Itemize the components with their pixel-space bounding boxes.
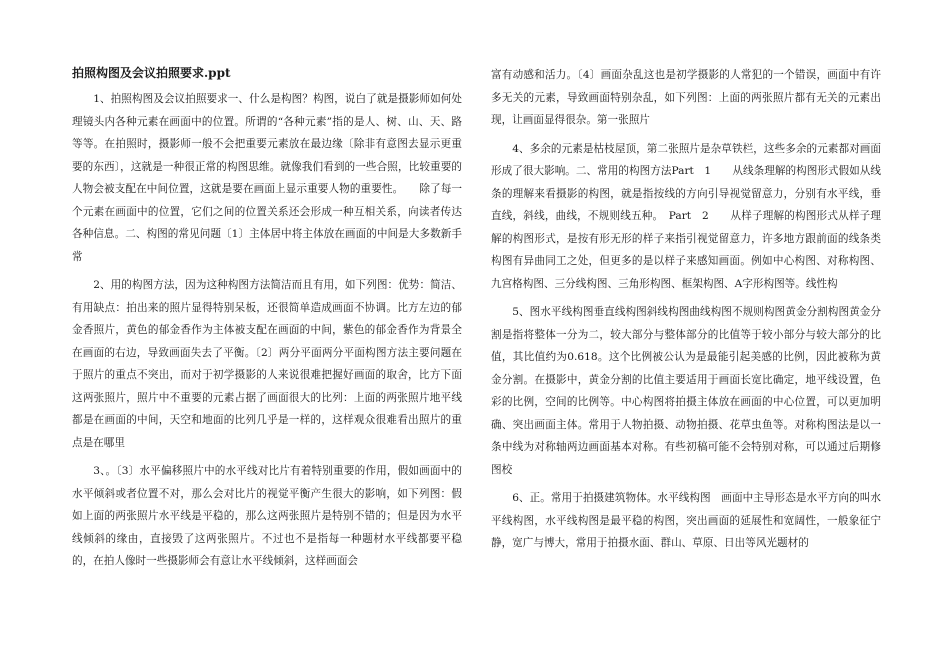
paragraph-2: 2、用的构图方法，因为这种构图方法简洁而且有用，如下列图：优势：简洁、有用缺点：拍出来的照片显得特别呆板，还很简单造成画面不协调。比方左边的郁金香照片，黄色的郁金香作为主体被支配在画面的中间，紫色的郁金香作为背景全在画面的右边，导致画面失去了平衡。〔2〕两分平面两分平面构图方法主要问题在于照片的重点不突出，而对于初学摄影的人来说很难把握好画面的取舍，比方下面这两张照片，照片中不重要的元素占据了画面很大的比列：上面的两张照片地平线都是在画面的中间，天空和地面的比列几乎是一样的，这样观众很难看出照片的重点是在哪里 <box>72 279 462 449</box>
paragraph-4: 4、多余的元素是枯枝屋顶，第二张照片是杂草铁栏，这些多余的元素都对画面形成了很大影响。二、常用的构图方法Part 1 从线条理解的构图形式假如从线条的理解来看摄影的构图，就是指按线的方向引导视觉留意力，分别有水平线，垂直线，斜线，曲线，不规则线五种。 Part 2 从样子理解的构图形式从样子理解的构图形式，是按有形无形的样子来指引视觉留意力，许多地方跟前面的线条类构图有异曲同工之处，但更多的是以样子来感知画面。例如中心构图、对称构图、九宫格构图、三分线构图、三角形构图、框架构图、A字形构图等。线性构 <box>491 142 881 290</box>
document-title: 拍照构图及会议拍照要求.ppt <box>72 66 231 80</box>
paragraph-5: 5、图水平线构图垂直线构图斜线构图曲线构图不规则构图黄金分割构图黄金分割是指将整体一分为二，较大部分与整体部分的比值等于较小部分与较大部分的比值，其比值约为0.618。这个比例被公认为是最能引起美感的比例，因此被称为黄金分割。在摄影中，黄金分割的比值主要适用于画面长宽比确定，地平线设置，色彩的比例，空间的比例等。中心构图将拍摄主体放在画面的中心位置，可以更加明确、突出画面主体。常用于人物拍摄、动物拍摄、花草虫鱼等。对称构图法是以一条中线为对称轴两边画面基本对称。有些初稿可能不会特别对称，可以通过后期修图校 <box>491 306 881 476</box>
paragraph-6: 6、正。常用于拍摄建筑物体。水平线构图 画面中主导形态是水平方向的叫水平线构图，水平线构图是最平稳的构图，突出画面的延展性和宽阔性，一般象征宁静，宽广与博大，常用于拍摄水面、群山、草原、日出等风光题材的 <box>491 492 881 549</box>
paragraph-3-continued: 富有动感和活力。〔4〕画面杂乱这也是初学摄影的人常犯的一个错误，画面中有许多无关的元素，导致画面特别杂乱，如下列图：上面的两张照片都有无关的元素出现，让画面显得很杂。第一张照片 <box>491 69 881 126</box>
right-column <box>491 64 881 561</box>
left-column <box>72 62 462 579</box>
paragraph-1: 1、拍照构图及会议拍照要求一、什么是构图？构图，说白了就是摄影师如何处理镜头内各种元素在画面中的位置。所谓的“各种元素”指的是人、树、山、天、路等等。在拍照时，摄影师一般不会把重要元素放在最边缘〔除非有意图去显示更重要的东西〕，这就是一种很正常的构图思维。就像我们看到的一些合照，比较重要的人物会被支配在中间位置，这就是要在画面上显示重要人物的重要性。 除了每一个元素在画面中的位置，它们之间的位置关系还会形成一种互相关系，向读者传达各种信息。二、构图的常见问题〔1〕主体居中将主体放在画面的中间是大多数新手常 <box>72 93 462 263</box>
paragraph-3: 3、。〔3〕水平偏移照片中的水平线对比片有着特别重要的作用，假如画面中的水平倾斜或者位置不对，那么会对比片的视觉平衡产生很大的影响，如下列图：假如上面的两张照片水平线是平稳的，那么这两张照片是特别不错的；但是因为水平线倾斜的缘由，直接毁了这两张照片。不过也不是指每一种题材水平线都要平稳的，在拍人像时一些摄影师会有意让水平线倾斜，这样画面会 <box>72 465 462 567</box>
